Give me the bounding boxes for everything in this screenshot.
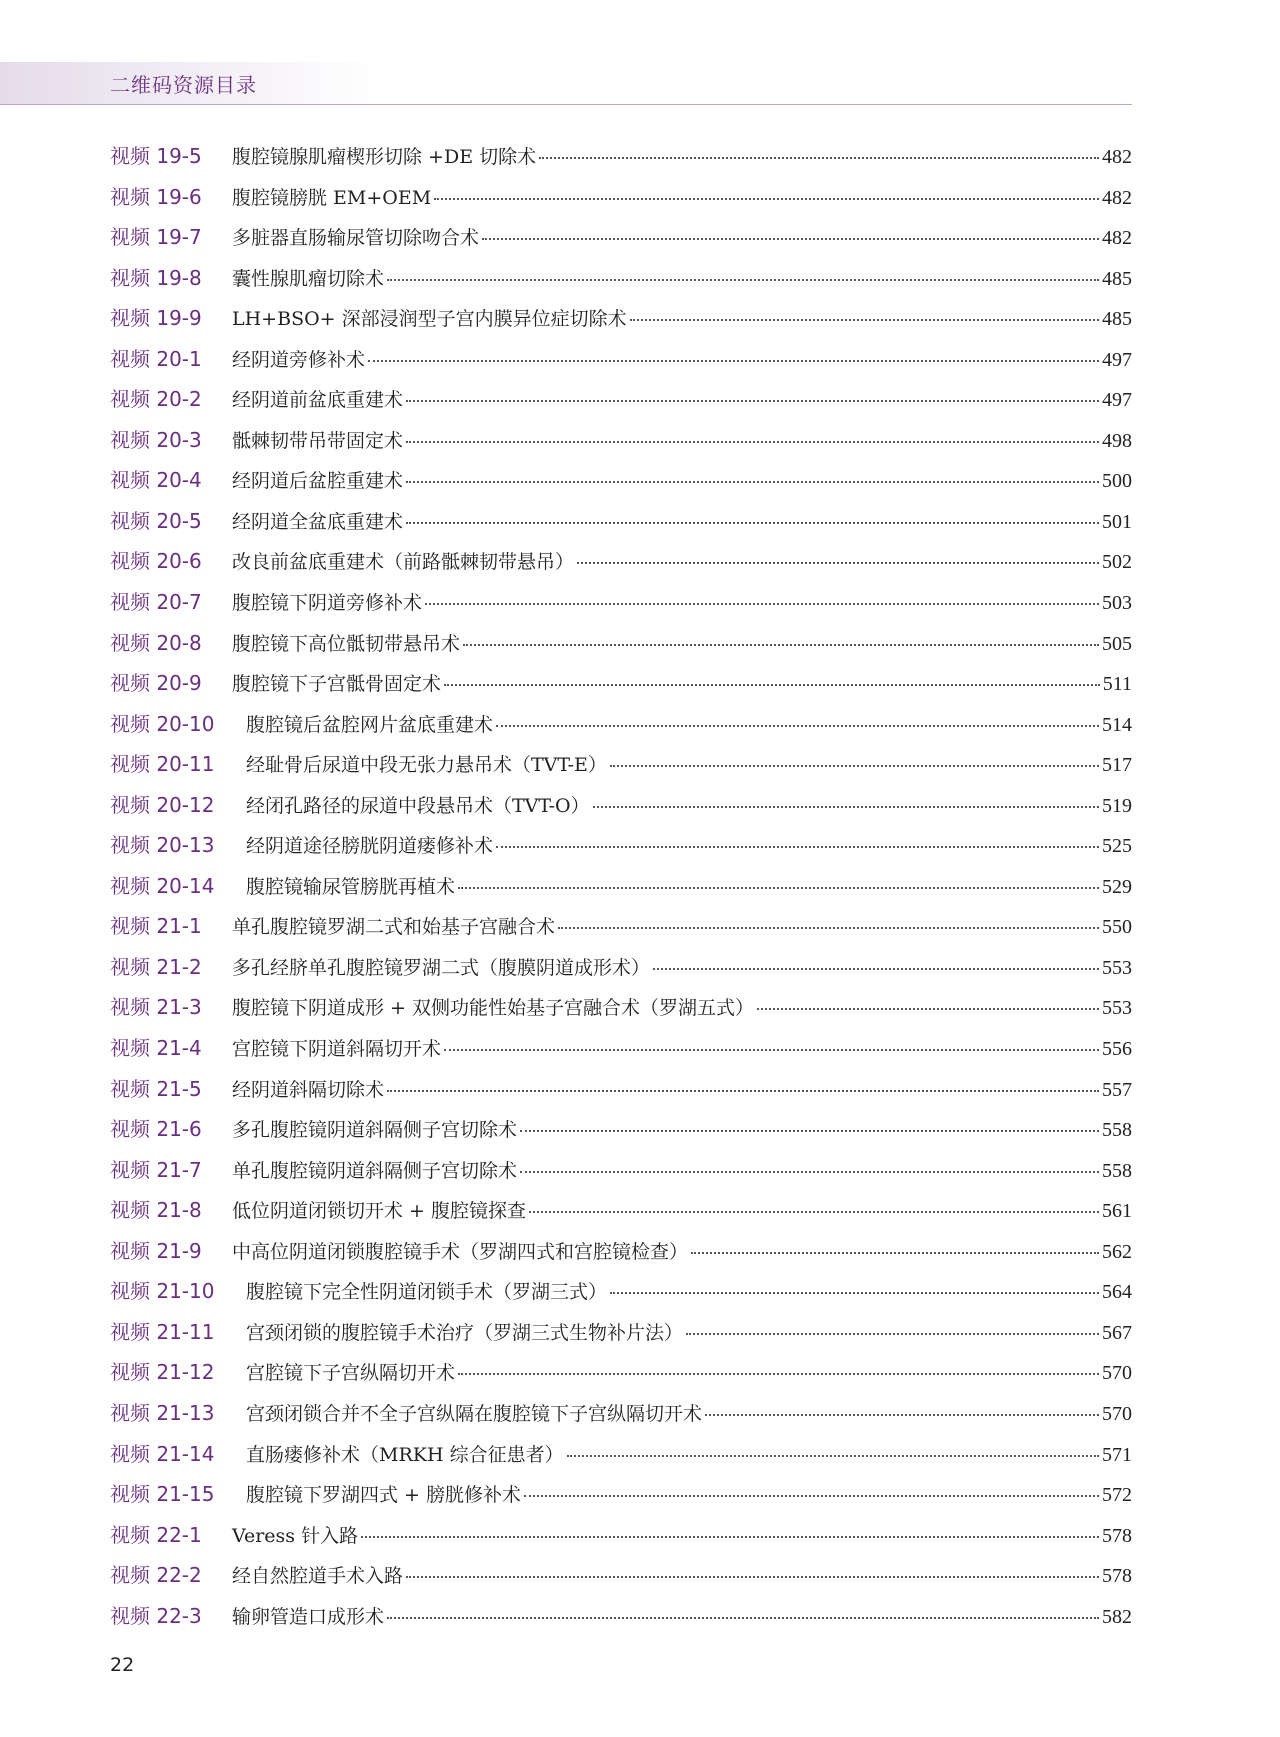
- entry-title: 腹腔镜下阴道旁修补术: [232, 592, 423, 615]
- video-label: 视频 21-12: [110, 1360, 215, 1385]
- dot-leader: [691, 1252, 1099, 1254]
- toc-entry[interactable]: [110, 997, 1132, 1038]
- dot-leader: [458, 887, 1099, 889]
- toc-entry[interactable]: [110, 1603, 1132, 1647]
- entry-title: Veress 针入路: [232, 1524, 359, 1547]
- entry-page-number: 558: [1102, 1119, 1132, 1142]
- entry-page-number: 582: [1102, 1605, 1132, 1628]
- entry-title: 低位阴道闭锁切开术 + 腹腔镜探查: [232, 1200, 526, 1223]
- entry-title: 腹腔镜输尿管膀胱再植术: [246, 875, 456, 898]
- toc-entry[interactable]: [110, 227, 1132, 268]
- entry-page-number: 567: [1102, 1321, 1132, 1344]
- video-label: 视频 21-3: [110, 995, 202, 1020]
- toc-entry[interactable]: [110, 184, 1132, 228]
- toc-entry[interactable]: [110, 835, 1132, 876]
- video-label: 视频 22-1: [110, 1522, 202, 1547]
- dot-leader: [406, 1576, 1099, 1578]
- video-label: 视频 20-11: [110, 752, 215, 777]
- video-label: 视频 21-1: [110, 914, 202, 939]
- header-divider: [0, 104, 1132, 105]
- dot-leader: [406, 400, 1099, 402]
- toc-entry[interactable]: [110, 1319, 1132, 1363]
- entry-page-number: 502: [1102, 551, 1132, 574]
- toc-entry[interactable]: [110, 470, 1132, 511]
- entry-title: 腹腔镜下罗湖四式 + 膀胱修补术: [246, 1484, 521, 1507]
- toc-entry[interactable]: [110, 916, 1132, 957]
- entry-page-number: 571: [1102, 1443, 1132, 1466]
- entry-page-number: 482: [1102, 227, 1132, 250]
- entry-page-number: 564: [1102, 1281, 1132, 1304]
- dot-leader: [368, 360, 1099, 362]
- video-label: 视频 19-5: [110, 144, 202, 168]
- toc-entry[interactable]: [110, 1238, 1132, 1282]
- entry-page-number: 485: [1102, 308, 1132, 331]
- entry-page-number: 570: [1102, 1362, 1132, 1385]
- entry-title: 腹腔镜下阴道成形 + 双侧功能性始基子宫融合术（罗湖五式）: [232, 997, 755, 1020]
- entry-title: 腹腔镜后盆腔网片盆底重建术: [246, 713, 494, 736]
- toc-entry[interactable]: [110, 592, 1132, 633]
- toc-entry[interactable]: [110, 873, 1132, 917]
- dot-leader: [577, 562, 1099, 564]
- entry-title: 经阴道后盆腔重建术: [232, 470, 404, 493]
- toc-entry[interactable]: [110, 308, 1132, 349]
- dot-leader: [539, 157, 1099, 159]
- dot-leader: [686, 1333, 1099, 1335]
- toc-entry[interactable]: [110, 265, 1132, 309]
- dot-leader: [387, 1090, 1099, 1092]
- entry-title: 宫颈闭锁合并不全子宫纵隔在腹腔镜下子宫纵隔切开术: [246, 1402, 703, 1425]
- entry-page-number: 511: [1102, 673, 1132, 696]
- dot-leader: [524, 1495, 1099, 1497]
- toc-entry[interactable]: [110, 346, 1132, 390]
- entry-title: 腹腔镜下完全性阴道闭锁手术（罗湖三式）: [246, 1281, 608, 1304]
- video-label: 视频 21-4: [110, 1036, 202, 1061]
- dot-leader: [705, 1414, 1099, 1416]
- video-label: 视频 19-6: [110, 184, 202, 209]
- dot-leader: [529, 1211, 1099, 1213]
- toc-entry[interactable]: [110, 673, 1132, 714]
- entry-page-number: 578: [1102, 1524, 1132, 1547]
- entry-page-number: 497: [1102, 389, 1132, 412]
- toc-entry[interactable]: [110, 1400, 1132, 1444]
- video-label: 视频 21-14: [110, 1441, 215, 1466]
- video-label: 视频 20-1: [110, 346, 202, 371]
- toc-entry[interactable]: [110, 1441, 1132, 1485]
- video-label: 视频 21-8: [110, 1198, 202, 1223]
- entry-page-number: 572: [1102, 1484, 1132, 1507]
- dot-leader: [610, 765, 1099, 767]
- entry-page-number: 561: [1102, 1200, 1132, 1223]
- toc-entry[interactable]: [110, 711, 1132, 755]
- dot-leader: [558, 927, 1099, 929]
- toc-entry[interactable]: [110, 1200, 1132, 1241]
- entry-title: 腹腔镜膀胱 EM+OEM: [232, 186, 432, 209]
- entry-page-number: 482: [1102, 146, 1132, 168]
- dot-leader: [406, 522, 1099, 524]
- dot-leader: [406, 441, 1099, 443]
- toc-entry[interactable]: [110, 754, 1132, 795]
- dot-leader: [458, 1373, 1099, 1375]
- entry-title: 宫腔镜下阴道斜隔切开术: [232, 1038, 442, 1061]
- entry-page-number: 482: [1102, 186, 1132, 209]
- entry-title: 单孔腹腔镜阴道斜隔侧子宫切除术: [232, 1159, 518, 1182]
- entry-title: 经阴道旁修补术: [232, 348, 366, 371]
- toc-entry[interactable]: [110, 551, 1132, 592]
- dot-leader: [520, 1130, 1099, 1132]
- entry-page-number: 553: [1102, 997, 1132, 1020]
- dot-leader: [425, 603, 1099, 605]
- video-label: 视频 19-7: [110, 225, 202, 250]
- entry-page-number: 556: [1102, 1038, 1132, 1061]
- video-label: 视频 20-5: [110, 508, 202, 533]
- entry-page-number: 485: [1102, 267, 1132, 290]
- entry-title: 多孔经脐单孔腹腔镜罗湖二式（腹膜阴道成形术）: [232, 956, 651, 979]
- video-label: 视频 21-11: [110, 1319, 215, 1344]
- video-label: 视频 20-8: [110, 630, 202, 655]
- dot-leader: [482, 238, 1099, 240]
- entry-title: 直肠瘘修补术（MRKH 综合征患者）: [246, 1443, 564, 1466]
- entry-page-number: 514: [1102, 713, 1132, 736]
- entry-title: 输卵管造口成形术: [232, 1605, 385, 1628]
- toc-entry[interactable]: [110, 146, 1132, 187]
- section-title: 二维码资源目录: [110, 73, 257, 97]
- video-label: 视频 20-6: [110, 549, 202, 574]
- toc-entry[interactable]: [110, 1565, 1132, 1606]
- video-label: 视频 21-10: [110, 1279, 215, 1304]
- entry-title: 骶棘韧带吊带固定术: [232, 429, 404, 452]
- video-label: 视频 20-7: [110, 590, 202, 615]
- entry-page-number: 501: [1102, 510, 1132, 533]
- entry-title: 经自然腔道手术入路: [232, 1565, 404, 1588]
- toc-entry[interactable]: [110, 1484, 1132, 1525]
- video-label: 视频 20-12: [110, 792, 215, 817]
- toc-entry[interactable]: [110, 1157, 1132, 1201]
- toc-entry[interactable]: [110, 792, 1132, 836]
- toc-entry[interactable]: [110, 1119, 1132, 1160]
- entry-page-number: 550: [1102, 916, 1132, 939]
- entry-page-number: 557: [1102, 1078, 1132, 1101]
- entry-title: 囊性腺肌瘤切除术: [232, 267, 385, 290]
- entry-title: 改良前盆底重建术（前路骶棘韧带悬吊）: [232, 551, 575, 574]
- toc-entry[interactable]: [110, 1038, 1132, 1079]
- entry-title: 经阴道全盆底重建术: [232, 510, 404, 533]
- toc-entry[interactable]: [110, 1362, 1132, 1403]
- dot-leader: [444, 1049, 1099, 1051]
- entry-page-number: 570: [1102, 1402, 1132, 1425]
- entry-page-number: 525: [1102, 835, 1132, 858]
- toc-entry[interactable]: [110, 1076, 1132, 1120]
- video-label: 视频 21-7: [110, 1157, 202, 1182]
- dot-leader: [434, 198, 1099, 200]
- entry-title: 经阴道途径膀胱阴道瘘修补术: [246, 835, 494, 858]
- video-label: 视频 20-14: [110, 873, 215, 898]
- entry-page-number: 578: [1102, 1565, 1132, 1588]
- entry-title: 多孔腹腔镜阴道斜隔侧子宫切除术: [232, 1119, 518, 1142]
- entry-title: 多脏器直肠输尿管切除吻合术: [232, 227, 480, 250]
- entry-title: 经阴道斜隔切除术: [232, 1078, 385, 1101]
- video-label: 视频 21-9: [110, 1238, 202, 1263]
- video-label: 视频 20-9: [110, 671, 202, 696]
- dot-leader: [387, 279, 1099, 281]
- toc-entry[interactable]: [110, 389, 1132, 430]
- video-label: 视频 21-6: [110, 1117, 202, 1142]
- video-label: 视频 20-13: [110, 833, 215, 858]
- video-label: 视频 21-2: [110, 954, 202, 979]
- video-label: 视频 20-3: [110, 427, 202, 452]
- dot-leader: [567, 1455, 1099, 1457]
- toc-entry[interactable]: [110, 954, 1132, 998]
- entry-page-number: 505: [1102, 632, 1132, 655]
- video-label: 视频 22-2: [110, 1563, 202, 1588]
- entry-page-number: 529: [1102, 875, 1132, 898]
- video-label: 视频 19-9: [110, 306, 202, 331]
- entry-page-number: 558: [1102, 1159, 1132, 1182]
- entry-page-number: 517: [1102, 754, 1132, 777]
- video-label: 视频 20-4: [110, 468, 202, 493]
- dot-leader: [496, 846, 1099, 848]
- toc-entry[interactable]: [110, 1281, 1132, 1322]
- entry-title: LH+BSO+ 深部浸润型子宫内膜异位症切除术: [232, 308, 627, 331]
- video-label: 视频 21-15: [110, 1482, 215, 1507]
- entry-page-number: 562: [1102, 1240, 1132, 1263]
- entry-page-number: 519: [1102, 794, 1132, 817]
- video-label: 视频 20-10: [110, 711, 215, 736]
- dot-leader: [361, 1536, 1099, 1538]
- entry-title: 宫腔镜下子宫纵隔切开术: [246, 1362, 456, 1385]
- video-label: 视频 21-5: [110, 1076, 202, 1101]
- entry-title: 腹腔镜下高位骶韧带悬吊术: [232, 632, 461, 655]
- entry-title: 腹腔镜下子宫骶骨固定术: [232, 673, 442, 696]
- video-label: 视频 19-8: [110, 265, 202, 290]
- dot-leader: [593, 806, 1099, 808]
- entry-title: 中高位阴道闭锁腹腔镜手术（罗湖四式和宫腔镜检查）: [232, 1240, 689, 1263]
- video-label: 视频 20-2: [110, 387, 202, 412]
- dot-leader: [653, 968, 1099, 970]
- dot-leader: [387, 1617, 1099, 1619]
- video-label: 视频 22-3: [110, 1603, 202, 1628]
- entry-title: 单孔腹腔镜罗湖二式和始基子宫融合术: [232, 916, 556, 939]
- dot-leader: [496, 725, 1099, 727]
- toc-entry[interactable]: [110, 1522, 1132, 1566]
- entry-page-number: 503: [1102, 592, 1132, 615]
- dot-leader: [444, 684, 1100, 686]
- dot-leader: [406, 481, 1099, 483]
- dot-leader: [610, 1292, 1099, 1294]
- entry-page-number: 498: [1102, 429, 1132, 452]
- toc-entry[interactable]: [110, 427, 1132, 471]
- toc-list: [110, 146, 1132, 1646]
- dot-leader: [520, 1171, 1099, 1173]
- entry-title: 经阴道前盆底重建术: [232, 389, 404, 412]
- dot-leader: [757, 1008, 1099, 1010]
- page-number: 22: [110, 1654, 135, 1676]
- dot-leader: [463, 644, 1099, 646]
- entry-page-number: 553: [1102, 956, 1132, 979]
- toc-entry[interactable]: [110, 508, 1132, 552]
- entry-title: 宫颈闭锁的腹腔镜手术治疗（罗湖三式生物补片法）: [246, 1321, 684, 1344]
- entry-page-number: 500: [1102, 470, 1132, 493]
- entry-page-number: 497: [1102, 348, 1132, 371]
- entry-title: 经闭孔路径的尿道中段悬吊术（TVT-O）: [246, 794, 590, 817]
- dot-leader: [630, 319, 1099, 321]
- toc-entry[interactable]: [110, 630, 1132, 674]
- entry-title: 经耻骨后尿道中段无张力悬吊术（TVT-E）: [246, 754, 607, 777]
- video-label: 视频 21-13: [110, 1400, 215, 1425]
- entry-title: 腹腔镜腺肌瘤楔形切除 +DE 切除术: [232, 146, 537, 168]
